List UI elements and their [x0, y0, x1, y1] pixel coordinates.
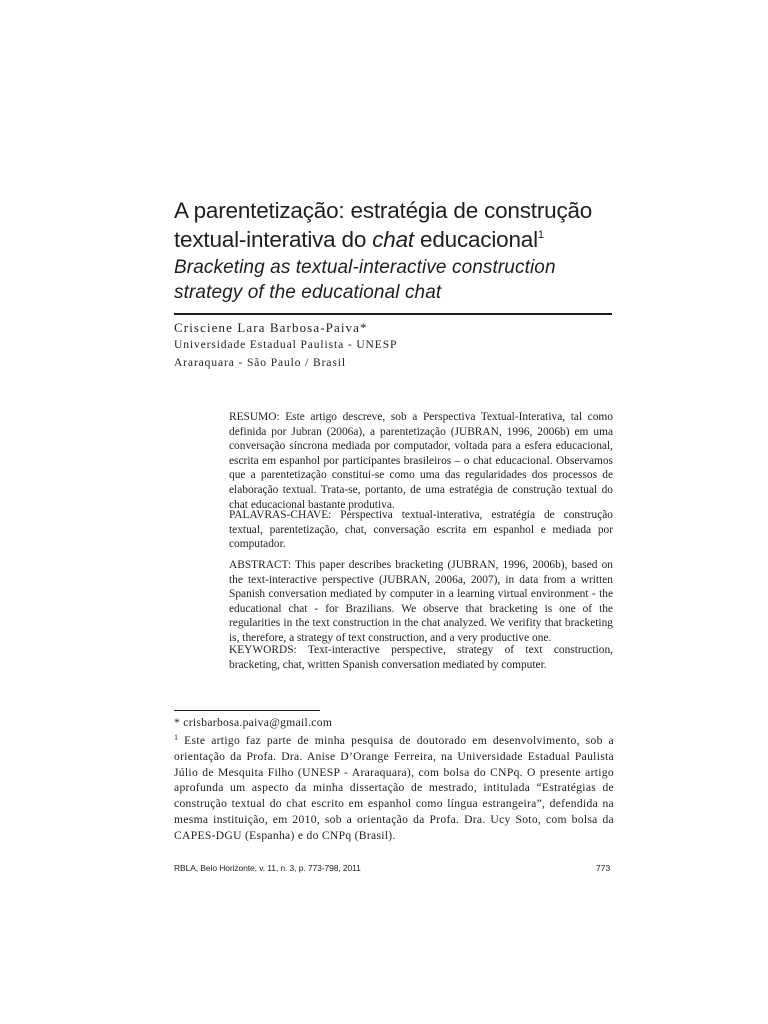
author-location: Araraquara - São Paulo / Brasil [174, 357, 346, 369]
title-text-part2: educacional [413, 227, 538, 252]
abstract-english-paragraph: ABSTRACT: This paper describes bracketing (JUBRAN, 1996, 2006b), based on the text-interactive perspective (JUBRAN, 2006a, 2007), in data from a written Spanish conversation mediated by computer in a learning virtual environment - the educational chat - for Brazilians. We observe that bracketing is one of the regularities in the text construction in the chat analyzed. We verifity that bracketing is, therefore, a strategy of text construction, and a very productive one. [229, 559, 613, 644]
title-footnote-mark: 1 [537, 229, 544, 241]
keywords-paragraph: KEYWORDS: Text-interactive perspective, strategy of text construction, bracketing, chat, written Spanish conversation mediated by computer. [229, 644, 613, 671]
author-name: Crisciene Lara Barbosa-Paiva* [174, 320, 368, 335]
journal-citation-footer: RBLA, Belo Horizonte, v. 11, n. 3, p. 773-798, 2011 [174, 863, 361, 873]
footnote-1 [174, 733, 614, 844]
footnote-1-text: Este artigo faz parte de minha pesquisa de doutorado em desenvolvimento, sob a orientação da Profa. Dra. Anise D’Orange Ferreira, na Universidade Estadual Paulista Júlio de Mesquita Filho (UNESP - Araraquara), com bolsa do CNPq. O presente artigo aprofunda um aspecto da minha dissertação de mestrado, intitulada “Estratégias de construção textual do chat escrito em espanhol como língua estrangeira”, defendida na mesma instituição, em 2010, sob a orientação da Profa. Dra. Ucy Soto, com bolsa da CAPES-DGU (Espanha) e do CNPq (Brasil). [174, 734, 614, 842]
footnote-email: * crisbarbosa.paiva@gmail.com [174, 716, 333, 729]
article-title [174, 196, 614, 254]
author-institution: Universidade Estadual Paulista - UNESP [174, 339, 398, 351]
page-number: 773 [596, 863, 611, 873]
title-en-line1: Bracketing as textual-interactive construction [174, 257, 556, 278]
title-en-line2: strategy of the educational chat [174, 282, 442, 303]
title-italic-chat: chat [372, 227, 414, 252]
article-title-english [174, 255, 614, 305]
footnote-divider [174, 710, 320, 711]
title-text-part1: A parentetização: estratégia de construção textual-interativa do [174, 198, 593, 252]
title-divider [174, 313, 612, 315]
resumo-paragraph: RESUMO: Este artigo descreve, sob a Perspectiva Textual-Interativa, tal como definida por Jubran (2006a), a parentetização (JUBRAN, 1996, 2006b) em uma conversação síncrona mediada por computador, voltada para a esfera educacional, escrita em espanhol por participantes brasileiros – o chat educacional. Observamos que a parentetização constitui-se como uma das regularidades dos processos de elaboração textual. Trata-se, portanto, de uma estratégia de construção textual do chat educacional bastante produtiva. [229, 411, 613, 511]
footnote-1-mark: 1 [174, 733, 179, 742]
palavras-chave-paragraph: PALAVRAS-CHAVE: Perspectiva textual-interativa, estratégia de construção textual, parentetização, chat, conversação escrita em espanhol e mediada por computador. [229, 509, 613, 551]
